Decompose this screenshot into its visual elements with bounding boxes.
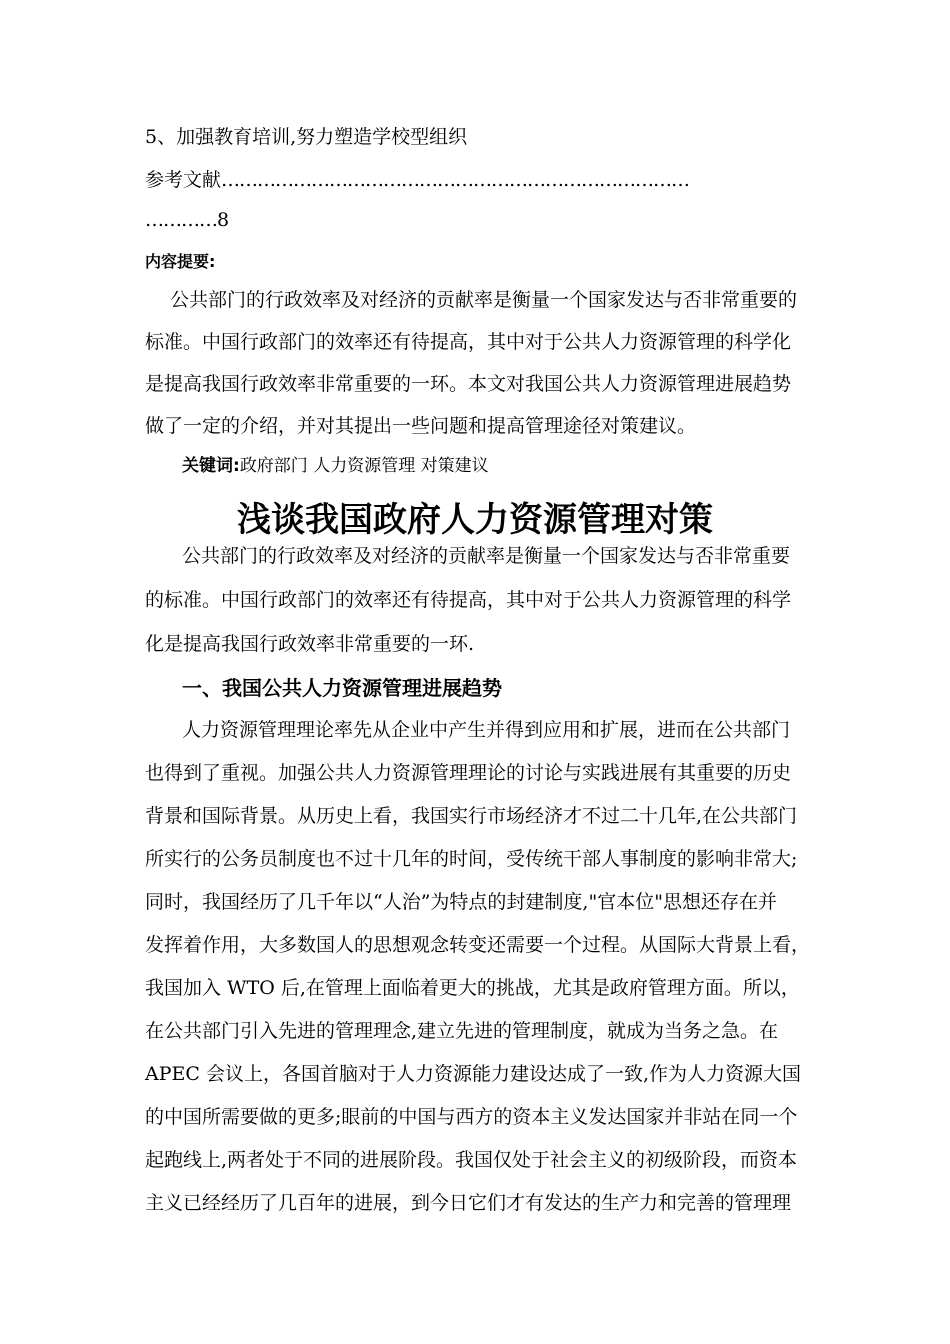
section-1-line-2: 也得到了重视。加强公共人力资源管理理论的讨论与实践进展有其重要的历史 bbox=[145, 762, 792, 784]
article-title: 浅谈我国政府人力资源管理对策 bbox=[237, 500, 713, 540]
section-1-line-11: 起跑线上,两者处于不同的进展阶段。我国仅处于社会主义的初级阶段，而资本 bbox=[145, 1149, 798, 1171]
section-1-line-12: 主义已经经历了几百年的进展，到今日它们才有发达的生产力和完善的管理理 bbox=[145, 1192, 792, 1214]
intro-line-2: 的标准。中国行政部门的效率还有待提高，其中对于公共人力资源管理的科学 bbox=[145, 589, 792, 611]
abstract-line-1: 公共部门的行政效率及对经济的贡献率是衡量一个国家发达与否非常重要的 bbox=[170, 289, 798, 311]
toc-references bbox=[145, 168, 689, 192]
section-1-line-3: 背景和国际背景。从历史上看，我国实行市场经济才不过二十几年,在公共部门 bbox=[145, 805, 798, 827]
toc-references-continued bbox=[145, 208, 229, 232]
keywords-label: 关键词: bbox=[182, 456, 240, 476]
keywords-line bbox=[182, 455, 489, 477]
section-1-line-1: 人力资源管理理论率先从企业中产生并得到应用和扩展，进而在公共部门 bbox=[182, 719, 791, 741]
toc-references-dots: …………………………………………………………………… bbox=[221, 169, 690, 191]
abstract-line-4: 做了一定的介绍，并对其提出一些问题和提高管理途径对策建议。 bbox=[145, 415, 697, 437]
intro-line-1: 公共部门的行政效率及对经济的贡献率是衡量一个国家发达与否非常重要 bbox=[182, 545, 791, 567]
section-1-line-4: 所实行的公务员制度也不过十几年的时间，受传统干部人事制度的影响非常大; bbox=[145, 848, 798, 870]
abstract-line-3: 是提高我国行政效率非常重要的一环。本文对我国公共人力资源管理进展趋势 bbox=[145, 373, 792, 395]
abstract-label: 内容提要: bbox=[145, 252, 216, 271]
section-1-line-10: 的中国所需要做的更多;眼前的中国与西方的资本主义发达国家并非站在同一个 bbox=[145, 1106, 798, 1128]
toc-references-label: 参考文献 bbox=[145, 169, 222, 191]
intro-line-3: 化是提高我国行政效率非常重要的一环. bbox=[145, 633, 475, 655]
section-1-line-8: 在公共部门引入先进的管理理念,建立先进的管理制度，就成为当务之急。在 bbox=[145, 1020, 779, 1042]
toc-references-page: 8 bbox=[217, 209, 230, 231]
toc-references-dots-2: ………… bbox=[145, 209, 217, 231]
section-1-line-9: APEC 会议上，各国首脑对于人力资源能力建设达成了一致,作为人力资源大国 bbox=[145, 1063, 801, 1085]
section-1-line-7: 我国加入 WTO 后,在管理上面临着更大的挑战，尤其是政府管理方面。所以， bbox=[145, 977, 800, 999]
section-1-line-5: 同时，我国经历了几千年以“人治”为特点的封建制度,"官本位"思想还存在并 bbox=[145, 891, 777, 913]
section-1-heading: 一、我国公共人力资源管理进展趋势 bbox=[182, 676, 502, 700]
toc-item-5: 5、加强教育培训,努力塑造学校型组织 bbox=[145, 126, 468, 148]
abstract-line-2: 标准。中国行政部门的效率还有待提高，其中对于公共人力资源管理的科学化 bbox=[145, 331, 792, 353]
section-1-line-6: 发挥着作用，大多数国人的思想观念转变还需要一个过程。从国际大背景上看， bbox=[145, 934, 811, 956]
keywords-value: 政府部门 人力资源管理 对策建议 bbox=[239, 456, 489, 476]
